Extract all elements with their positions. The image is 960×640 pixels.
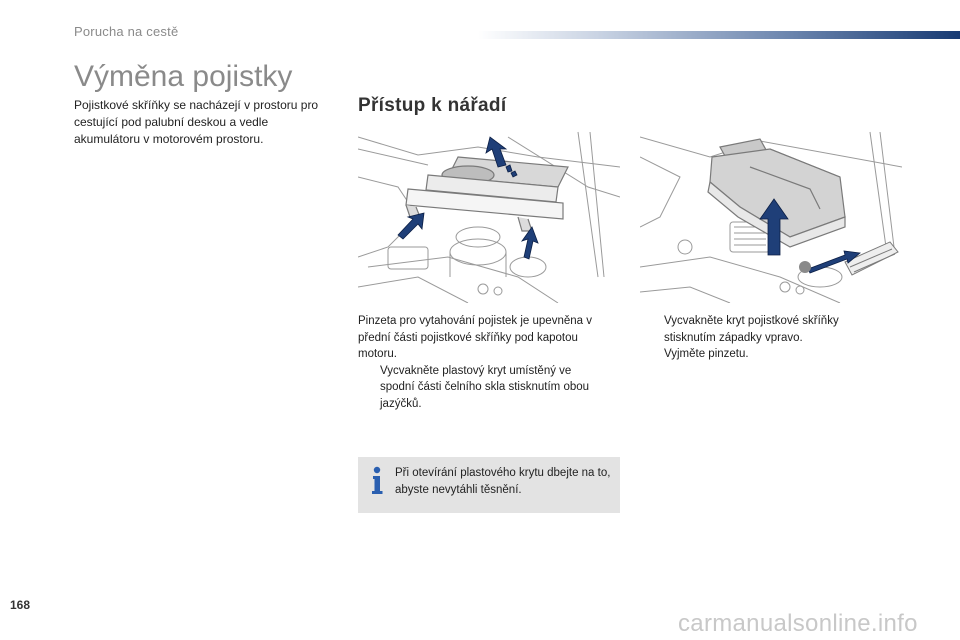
bullet-item [642, 346, 882, 363]
bullet-text: Vycvakněte kryt pojistkové skříňky stisknutím západky vpravo. [664, 315, 839, 344]
bullet-item [358, 363, 608, 413]
subsection-title: Přístup k nářadí [358, 95, 507, 116]
section-title: Porucha na cestě [74, 24, 179, 39]
bullet-text: Vyjměte pinzetu. [664, 348, 749, 360]
page-title: Výměna pojistky [74, 60, 293, 93]
info-text: Při otevírání plastového krytu dbejte na to, abyste nevytáhli těsnění. [395, 467, 611, 496]
figure-windscreen-cover [358, 127, 620, 303]
bullet-text: Vycvakněte plastový kryt umístěný ve spodní části čelního skla stisknutím obou jazýčků. [380, 364, 590, 410]
fusebox-cover-illustration [640, 127, 902, 303]
header-gradient-bar [478, 31, 960, 39]
intro-paragraph: Pojistkové skříňky se nacházejí v prostoru pro cestující pod palubní deskou a vedle akumulátoru v motorovém prostoru. [74, 98, 319, 146]
bullet-item [642, 313, 882, 346]
info-note [358, 457, 620, 513]
page-number: 168 [10, 598, 31, 612]
tweezers-location-paragraph: Pinzeta pro vytahování pojistek je upevněna v přední části pojistkové skříňky pod kapotou motoru. [358, 315, 592, 360]
windscreen-cover-illustration [358, 127, 620, 303]
instructions-left [358, 313, 608, 412]
info-icon [370, 465, 384, 497]
tweezers-clip [799, 261, 811, 273]
instructions-right [642, 313, 882, 363]
watermark: carmanualsonline.info [678, 610, 918, 637]
figure-fusebox-cover [640, 127, 902, 303]
